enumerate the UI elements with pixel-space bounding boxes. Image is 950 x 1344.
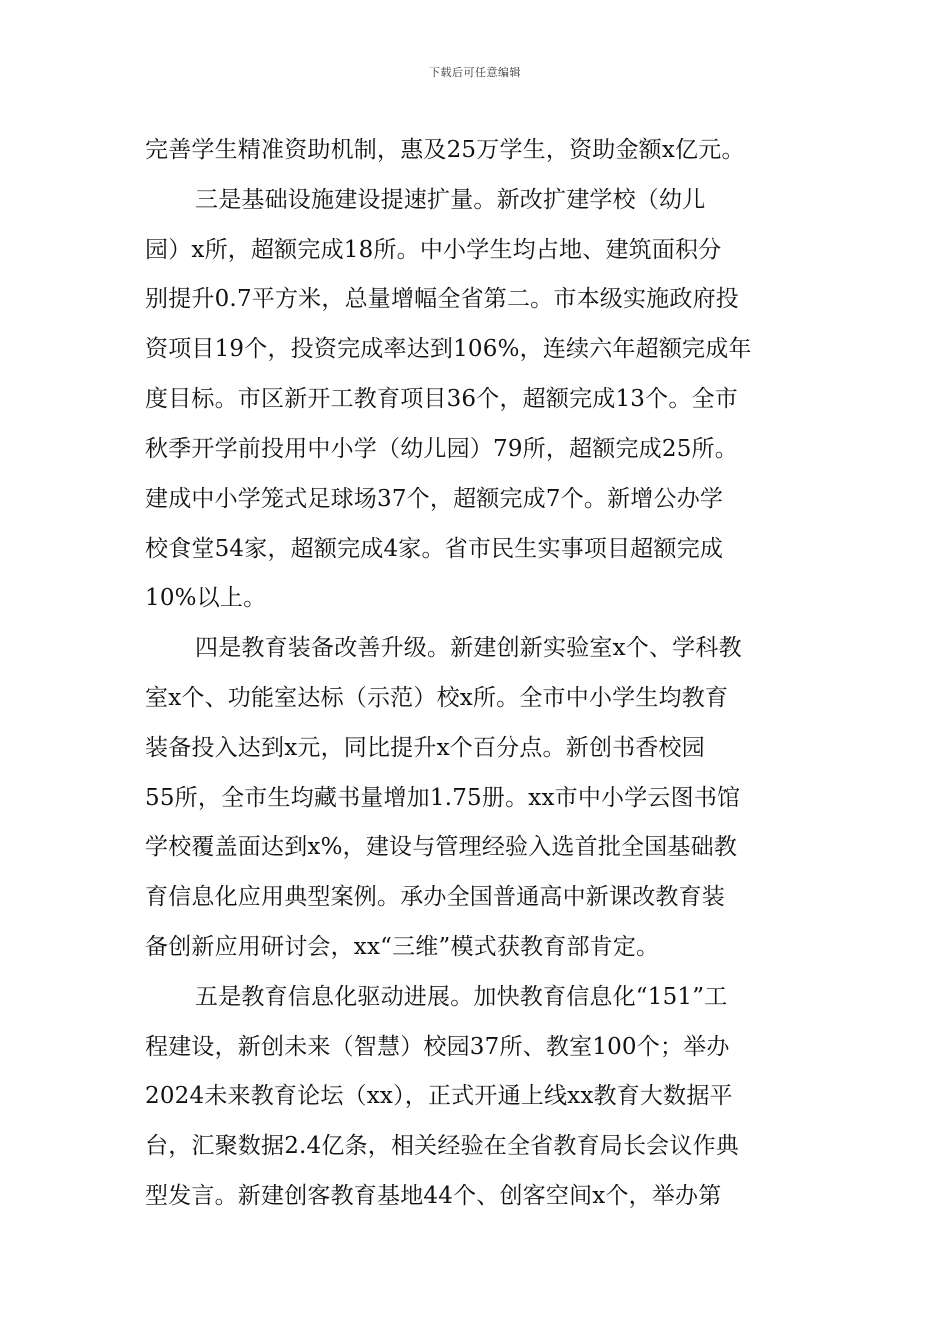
text-line: 三是基础设施建设提速扩量。新改扩建学校（幼儿 xyxy=(195,187,706,213)
text-line: 完善学生精准资助机制，惠及25万学生，资助金额x亿元。 xyxy=(145,137,745,163)
text-line: 资项目19个，投资完成率达到106%，连续六年超额完成年 xyxy=(145,336,752,362)
text-line: 室x个、功能室达标（示范）校x所。全市中小学生均教育 xyxy=(145,685,729,711)
text-line: 别提升0.7平方米，总量增幅全省第二。市本级实施政府投 xyxy=(145,286,739,312)
text-line: 10%以上。 xyxy=(145,585,267,611)
text-line: 装备投入达到x元，同比提升x个百分点。新创书香校园 xyxy=(145,735,705,761)
text-line: 秋季开学前投用中小学（幼儿园）79所，超额完成25所。 xyxy=(145,436,738,462)
page-header-note: 下载后可任意编辑 xyxy=(429,66,521,79)
text-line: 度目标。市区新开工教育项目36个，超额完成13个。全市 xyxy=(145,386,738,412)
text-line: 程建设，新创未来（智慧）校园37所、教室100个；举办 xyxy=(145,1034,730,1060)
text-line: 55所，全市生均藏书量增加1.75册。xx市中小学云图书馆 xyxy=(145,785,741,811)
text-line: 2024未来教育论坛（xx），正式开通上线xx教育大数据平 xyxy=(145,1083,733,1109)
text-line: 四是教育装备改善升级。新建创新实验室x个、学科教 xyxy=(195,635,742,661)
text-line: 校食堂54家，超额完成4家。省市民生实事项目超额完成 xyxy=(145,536,724,562)
text-line: 五是教育信息化驱动进展。加快教育信息化“151”工 xyxy=(195,984,728,1010)
text-line: 备创新应用研讨会，xx“三维”模式获教育部肯定。 xyxy=(145,934,660,960)
text-line: 园）x所，超额完成18所。中小学生均占地、建筑面积分 xyxy=(145,237,722,263)
text-line: 台，汇聚数据2.4亿条，相关经验在全省教育局长会议作典 xyxy=(145,1133,739,1159)
text-line: 型发言。新建创客教育基地44个、创客空间x个，举办第 xyxy=(145,1183,722,1209)
text-line: 育信息化应用典型案例。承办全国普通高中新课改教育装 xyxy=(145,884,725,910)
text-line: 建成中小学笼式足球场37个，超额完成7个。新增公办学 xyxy=(145,486,724,512)
text-line: 学校覆盖面达到x%，建设与管理经验入选首批全国基础教 xyxy=(145,834,738,860)
